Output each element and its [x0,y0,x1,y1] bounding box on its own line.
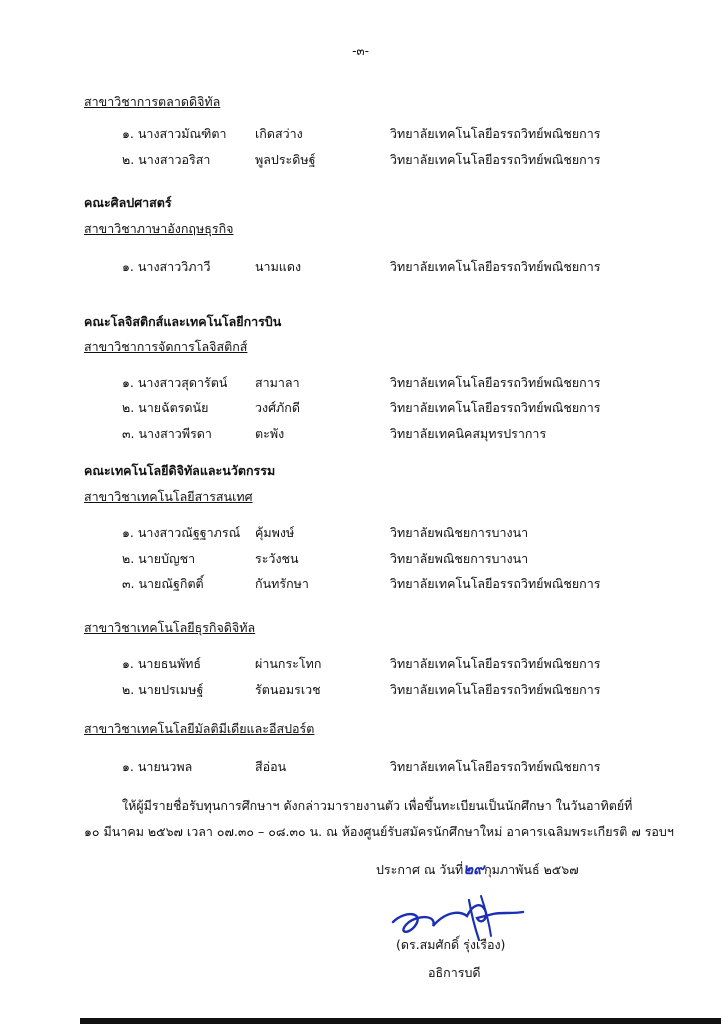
student-surname: ตะพัง [255,426,285,441]
announce-date [376,861,579,878]
announce-month-year: กุมภาพันธ์ ๒๕๖๗ [484,862,579,877]
announcement-paragraph-line: ให้ผู้มีรายชื่อรับทุนการศึกษาฯ ดังกล่าวมารายงานตัว เพื่อขึ้นทะเบียนเป็นนักศึกษา ในวันอาทิตย์ที่ [122,798,633,813]
student-college: วิทยาลัยเทคนิคสมุทรปราการ [390,426,547,441]
announcement-paragraph-line: ๑๐ มีนาคม ๒๕๖๗ เวลา ๐๗.๓๐ – ๐๘.๓๐ น. ณ ห้องศูนย์รับสมัครนักศึกษาใหม่ อาคารเฉลิมพระเกียรติ ๗ รอบฯ [84,824,674,839]
major-heading: สาขาวิชาการจัดการโลจิสติกส์ [84,339,248,354]
page-edge-line [80,1018,721,1024]
faculty-heading: คณะศิลปศาสตร์ [84,195,172,210]
major-heading: สาขาวิชาเทคโนโลยีธุรกิจดิจิทัล [84,620,256,635]
page-number: -๓- [352,44,369,58]
signer-position: อธิการบดี [428,965,481,980]
student-college: วิทยาลัยเทคโนโลยีอรรถวิทย์พณิชยการ [390,152,601,167]
announce-prefix: ประกาศ ณ วันที่ [376,862,464,877]
major-heading: สาขาวิชาภาษาอังกฤษธุรกิจ [84,221,234,236]
student-college: วิทยาลัยเทคโนโลยีอรรถวิทย์พณิชยการ [390,656,601,671]
student-surname: วงศ์ภักดี [255,400,300,415]
faculty-heading: คณะโลจิสติกส์และเทคโนโลยีการบิน [84,314,282,329]
student-name: ๓. นางสาวพีรดา [122,426,212,441]
student-surname: ผ่านกระโทก [255,656,322,671]
student-college: วิทยาลัยเทคโนโลยีอรรถวิทย์พณิชยการ [390,400,601,415]
student-college: วิทยาลัยเทคโนโลยีอรรถวิทย์พณิชยการ [390,576,601,591]
student-name: ๑. นางสาววิภาวี [122,259,211,274]
signer-name: (ดร.สมศักดิ์ รุ่งเรือง) [396,937,506,952]
major-heading: สาขาวิชาการตลาดดิจิทัล [84,94,221,109]
student-name: ๒. นายฉัตรดนัย [122,400,209,415]
student-surname: นามแดง [255,259,302,274]
student-name: ๒. นางสาวอริสา [122,152,211,167]
announce-day: ๒๙ [463,860,485,878]
student-name: ๑. นางสาวสุดารัตน์ [122,375,228,390]
student-name: ๑. นางสาวมัณฑิตา [122,126,227,141]
major-heading: สาขาวิชาเทคโนโลยีมัลติมีเดียและอีสปอร์ต [84,721,315,736]
student-name: ๓. นายณัฐกิตติ์ [122,576,204,591]
student-surname: กันทรักษา [255,576,309,591]
student-surname: รัตนอมรเวช [255,682,321,697]
student-name: ๒. นายปรเมษฐ์ [122,682,204,697]
student-surname: พูลประดิษฐ์ [255,152,316,167]
student-name: ๒. นายบัญชา [122,551,196,566]
student-college: วิทยาลัยเทคโนโลยีอรรถวิทย์พณิชยการ [390,126,601,141]
student-surname: คุ้มพงษ์ [255,525,295,540]
student-name: ๑. นายนวพล [122,759,193,774]
student-name: ๑. นายธนพัทธ์ [122,656,202,671]
student-surname: เกิดสว่าง [255,126,303,141]
major-heading: สาขาวิชาเทคโนโลยีสารสนเทศ [84,489,253,504]
student-college: วิทยาลัยพณิชยการบางนา [390,551,529,566]
faculty-heading: คณะเทคโนโลยีดิจิทัลและนวัตกรรม [84,463,276,478]
student-college: วิทยาลัยเทคโนโลยีอรรถวิทย์พณิชยการ [390,682,601,697]
student-surname: สามาลา [255,375,300,390]
student-college: วิทยาลัยเทคโนโลยีอรรถวิทย์พณิชยการ [390,759,601,774]
student-college: วิทยาลัยพณิชยการบางนา [390,525,529,540]
student-surname: สีอ่อน [255,759,287,774]
student-surname: ระวังชน [255,551,299,566]
student-college: วิทยาลัยเทคโนโลยีอรรถวิทย์พณิชยการ [390,375,601,390]
student-college: วิทยาลัยเทคโนโลยีอรรถวิทย์พณิชยการ [390,259,601,274]
student-name: ๑. นางสาวณัฐฐาภรณ์ [122,525,241,540]
